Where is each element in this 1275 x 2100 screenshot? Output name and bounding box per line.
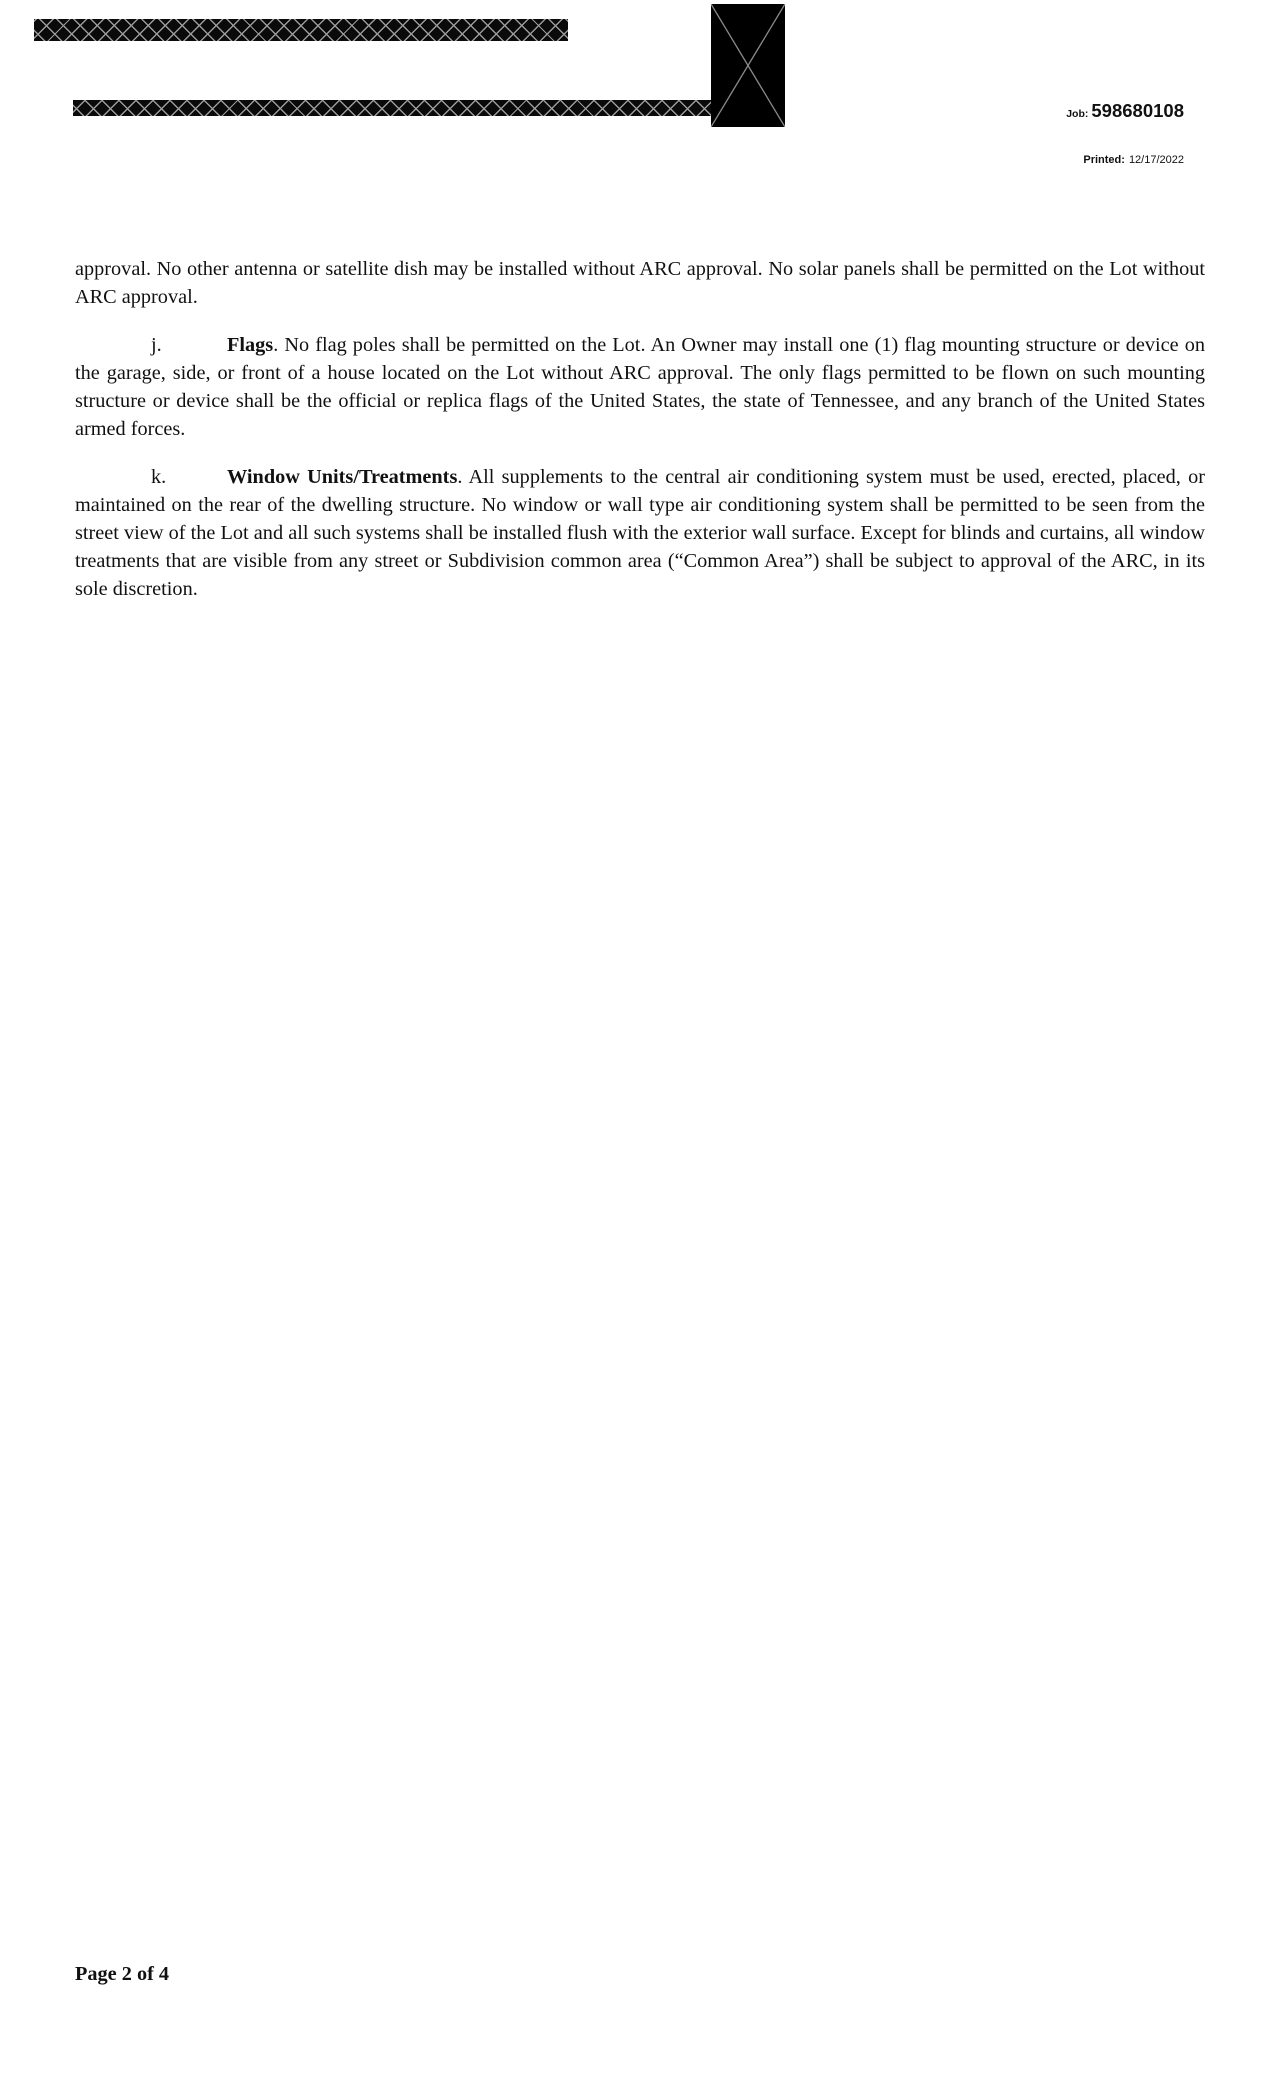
- redaction-bar: [73, 100, 742, 116]
- item-text: . All supplements to the central air conditioning system must be used, erected, placed, or maintained on the rear of the dwelling structure. No window or wall type air conditioning system shall be permitted to be seen from the street view of the Lot and all such systems shall be installed flush with the exterior wall surface. Except for blinds and curtains, all window treatments that are visible from any street or Subdivision common area (“Common Area”) shall be subject to approval of the ARC, in its sole discretion.: [75, 466, 1205, 600]
- continuation-paragraph: approval. No other antenna or satellite dish may be installed without ARC approval. No solar panels shall be permitted on the Lot without ARC approval.: [75, 258, 1205, 308]
- item-text: . No flag poles shall be permitted on the Lot. An Owner may install one (1) flag mounting structure or device on the garage, side, or front of a house located on the Lot without ARC approval. The only flags permitted to be flown on such mounting structure or device shall be the official or replica flags of the United States, the state of Tennessee, and any branch of the United States armed forces.: [75, 334, 1205, 440]
- printed-stamp: [1083, 150, 1184, 168]
- job-label: Job:: [1066, 108, 1089, 120]
- section-paragraph-window-units: [75, 463, 1205, 603]
- section-paragraph-flags: [75, 331, 1205, 443]
- job-stamp: [1066, 100, 1184, 122]
- item-letter: j.: [151, 334, 162, 356]
- page-number: Page 2 of 4: [75, 1963, 170, 1985]
- item-title: Window Units/Treatments: [227, 466, 458, 488]
- printed-date: 12/17/2022: [1128, 154, 1184, 166]
- item-title: Flags: [227, 334, 274, 356]
- redaction-box: [711, 4, 785, 127]
- document-body: [75, 255, 1205, 623]
- item-letter: k.: [151, 466, 167, 488]
- printed-label: Printed:: [1083, 154, 1125, 166]
- job-number: 598680108: [1091, 100, 1184, 121]
- redaction-bar: [34, 19, 568, 41]
- redaction-cross-icon: [711, 4, 785, 127]
